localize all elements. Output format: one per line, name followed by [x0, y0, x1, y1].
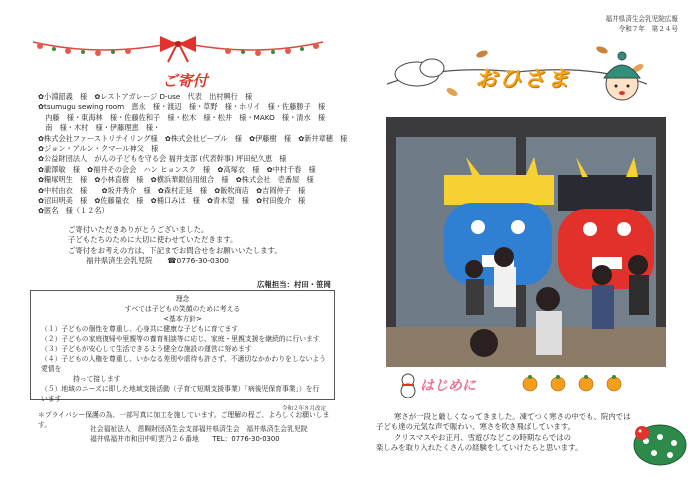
thanks-line: ご寄付をお考えの方は、下記までお問合せをお願いいたします。 — [68, 245, 282, 255]
donor-line: ✿株式会社ファーストリテイリング様 ✿株式会社ピープル 様 ✿伊藤樹 様 ✿新井章穂 様 — [38, 133, 348, 143]
philosophy-box — [30, 290, 335, 412]
donor-line: ✿匿名 様（１２名） — [38, 206, 109, 216]
newsletter-title: おひさま — [475, 67, 572, 92]
intro-line: クリスマスやお正月、雪遊びなどこの時期ならではの — [394, 432, 572, 442]
issue-line: 令和７年 第２４号 — [618, 25, 678, 33]
donor-line: 内藤 様・東海林 様・佐藤佐和子 様・松木 様・松井 様・MAKO 様・清水 様 — [38, 112, 326, 122]
policy-item: （４）子どもの人権を尊重し、いかなる差別や虐待も許さず、不適切なかかわりをしないよう愛情を — [41, 355, 326, 373]
organization-address: 福井県福井市和田中町雲乃２６番地 TEL：0776-30-0300 — [90, 435, 280, 443]
donor-line: ✿公益財団法人 がんの子どもを守る会 福井支部 (代表幹事) 坪田紀久恵 様 — [38, 154, 287, 164]
right-page — [350, 0, 700, 493]
snowman-icon — [398, 372, 418, 398]
policy-item: （５）地域のニーズに即した地域支援活動（子育て短期支援事業）「病後児保育事業」）を行います — [41, 385, 320, 403]
setsubun-photo — [386, 117, 666, 367]
thanks-line: 子どもたちのために大切に使わせていただきます。 — [68, 235, 238, 245]
organization-name: 社会福祉法人 恩賜財団済生会支部福井県済生会 福井県済生会乳児院 — [90, 425, 308, 433]
policy-item: （２）子どもの家庭復帰や里親等の養育相談等に応じ、家庭・里親支援を継続的に行います — [41, 335, 320, 343]
intro-heading: はじめに — [420, 378, 476, 394]
photo-illustration — [386, 117, 666, 367]
mandarin-orange-icon — [520, 372, 630, 394]
revision-date: 令和２年８月改定 — [281, 406, 326, 412]
donor-line: 南 様・木村 様・伊藤理恵 様・ — [38, 123, 161, 133]
organization-info — [90, 424, 330, 444]
donor-line: ✿ジョン・アルン・クマール神父 様 — [38, 144, 159, 154]
intro-line: 楽しみを取り入れたくさんの経験をしていけたらと思います。 — [376, 442, 583, 452]
donor-line: ✿小淵韶義 様 ✿レストアガレージ D-use 代表 出村興行 様 — [38, 92, 253, 101]
policy-item: （３）子どもが安心して生活できるよう健全な施設の運営に努めます — [41, 345, 252, 353]
donor-list — [38, 92, 348, 217]
intro-text — [376, 412, 646, 453]
philosophy-heading: 理念 — [175, 295, 190, 303]
policy-item: （１）子どもの個性を尊重し、心身共に健康な子どもに育てます — [41, 325, 239, 333]
donor-line: ✿沼田明美 様 ✿佐藤量衣 様 ✿桶口みほ 様 ✿青木望 様 ✿村田俊介 様 — [38, 196, 306, 206]
lion-dance-icon — [632, 415, 688, 467]
child-with-hat-icon — [604, 52, 640, 100]
report-staff: 広報担当：村田・笹岡 — [257, 280, 331, 289]
intro-line: 子ども達の元気な声で賑わい、寒さを吹き飛ばしています。 — [376, 422, 575, 432]
blue-oni-icon — [444, 157, 554, 285]
policy-item: 持って接します — [73, 375, 121, 383]
donor-line: ✿糧塚明生 様 ✿小林直樹 様 ✿横浜華銀信用組合 様 ✿株式会社 壱番屋 様 — [38, 175, 314, 185]
philosophy-motto: すべては子どもの笑顔のために考える — [124, 305, 241, 313]
thanks-line: ご寄付いただきありがとうございました。 — [68, 225, 209, 234]
thanks-message — [68, 225, 338, 267]
ribbon-garland-icon — [28, 34, 328, 64]
donor-line: ✿tsumugu sewing room 恵永 様・渡辺 様・草野 様・ホリイ 様・佐藤勝子 様 — [38, 102, 326, 112]
contact-line: 福井県済生会乳児院 ☎0776-30-0300 — [86, 256, 229, 266]
intro-line: 寒さが一段と厳しくなってきました。凍てつく寒さの中でも、院内では — [394, 412, 631, 421]
donor-line: ✿中村由衣 様 ✿坂井秀介 様 ✿森村正延 様 ✿飯吹商店 ✿吉岡仲子 様 — [38, 185, 306, 195]
donor-line: ✿瀧澤敏 様 ✿福井その会会 ハン ヒョンスク 様 ✿高塚衣 様 ✿中村千春 様 — [38, 164, 316, 174]
policy-heading: <基本方針> — [163, 315, 202, 323]
org-line: 福井県済生会乳児院広報 — [605, 15, 678, 23]
privacy-note: ＊プライバシー保護の為、一部写真に加工を施しています。ご理解の程ご、よろしくお願いします。 — [38, 411, 330, 429]
issue-header — [605, 14, 678, 34]
donation-title: ご寄付 — [162, 72, 208, 90]
cloud-icon — [395, 59, 444, 86]
